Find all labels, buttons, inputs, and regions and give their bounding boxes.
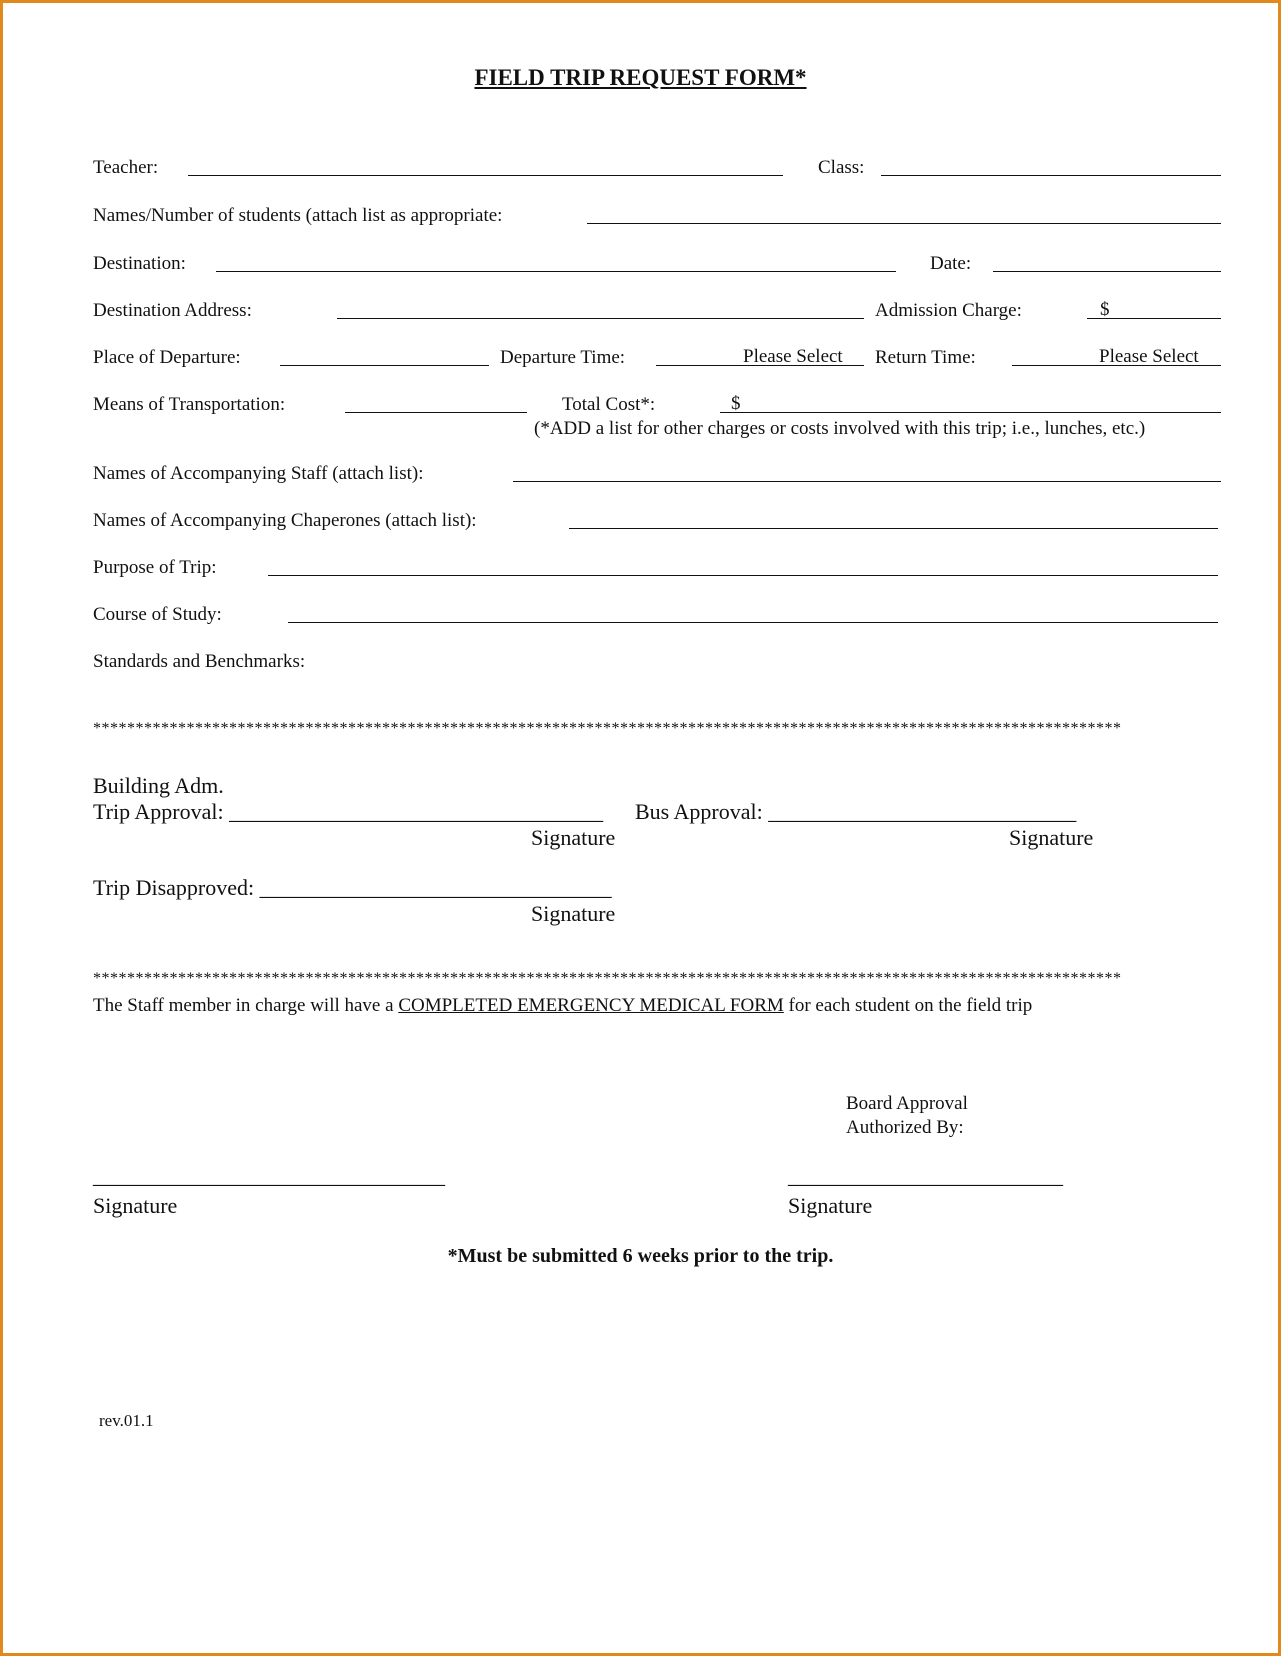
- total-cost-field[interactable]: [720, 412, 1221, 413]
- cost-note: (*ADD a list for other charges or costs involved with this trip; i.e., lunches, etc.): [534, 418, 1146, 439]
- right-signature-line[interactable]: _________________________: [788, 1163, 1063, 1188]
- admission-charge-label: Admission Charge:: [875, 300, 1022, 321]
- date-label: Date:: [930, 253, 972, 274]
- class-label: Class:: [818, 157, 865, 178]
- chaperones-label: Names of Accompanying Chaperones (attach list):: [93, 510, 477, 531]
- purpose-label: Purpose of Trip:: [93, 557, 217, 578]
- destination-field[interactable]: [216, 271, 896, 272]
- bus-approval-signature-label: Signature: [1009, 825, 1094, 850]
- students-field[interactable]: [587, 223, 1221, 224]
- separator: *************************************************************************************************************************: [93, 721, 1122, 737]
- departure-time-value[interactable]: Please Select: [743, 346, 843, 367]
- date-field[interactable]: [993, 271, 1221, 272]
- staff-label: Names of Accompanying Staff (attach list):: [93, 463, 424, 484]
- staff-field[interactable]: [513, 481, 1221, 482]
- total-cost-currency: $: [731, 393, 741, 414]
- destination-label: Destination:: [93, 253, 186, 274]
- purpose-field[interactable]: [268, 575, 1218, 576]
- separator: *************************************************************************************************************************: [93, 971, 1122, 987]
- standards-label: Standards and Benchmarks:: [93, 651, 306, 672]
- trip-disapproved-signature-label: Signature: [531, 901, 616, 926]
- trip-approval-signature-label: Signature: [531, 825, 616, 850]
- trip-approval-field[interactable]: Trip Approval: __________________________________: [93, 799, 604, 824]
- departure-place-field[interactable]: [280, 365, 489, 366]
- teacher-label: Teacher:: [93, 157, 159, 178]
- total-cost-label: Total Cost*:: [562, 394, 656, 415]
- departure-time-label: Departure Time:: [500, 347, 626, 368]
- board-approval-label: Board Approval: [846, 1093, 968, 1114]
- medical-form-statement: [93, 996, 1032, 1015]
- teacher-field[interactable]: [188, 175, 783, 176]
- class-field[interactable]: [881, 175, 1221, 176]
- revision-label: rev.01.1: [99, 1411, 154, 1430]
- admission-currency: $: [1100, 299, 1110, 320]
- building-adm-label: Building Adm.: [93, 773, 224, 798]
- trip-disapproved-field[interactable]: Trip Disapproved: ________________________________: [93, 875, 612, 900]
- chaperones-field[interactable]: [569, 528, 1218, 529]
- medical-prefix: The Staff member in charge will have a: [93, 995, 399, 1016]
- return-time-value[interactable]: Please Select: [1099, 346, 1199, 367]
- medical-form-name: COMPLETED EMERGENCY MEDICAL FORM: [398, 995, 784, 1016]
- form-title: FIELD TRIP REQUEST FORM*: [474, 65, 807, 90]
- students-label: Names/Number of students (attach list as appropriate:: [93, 205, 503, 226]
- transportation-label: Means of Transportation:: [93, 394, 286, 415]
- authorized-by-label: Authorized By:: [846, 1117, 964, 1138]
- return-time-label: Return Time:: [875, 347, 976, 368]
- destination-address-field[interactable]: [337, 318, 864, 319]
- transportation-field[interactable]: [345, 412, 527, 413]
- departure-place-label: Place of Departure:: [93, 347, 241, 368]
- right-signature-label: Signature: [788, 1193, 873, 1218]
- bus-approval-field[interactable]: Bus Approval: ____________________________: [635, 799, 1077, 824]
- course-field[interactable]: [288, 622, 1218, 623]
- course-label: Course of Study:: [93, 604, 222, 625]
- medical-suffix: for each student on the field trip: [783, 995, 1033, 1016]
- destination-address-label: Destination Address:: [93, 300, 252, 321]
- submission-note: *Must be submitted 6 weeks prior to the trip.: [447, 1245, 834, 1267]
- left-signature-line[interactable]: ________________________________: [93, 1163, 445, 1188]
- left-signature-label: Signature: [93, 1193, 178, 1218]
